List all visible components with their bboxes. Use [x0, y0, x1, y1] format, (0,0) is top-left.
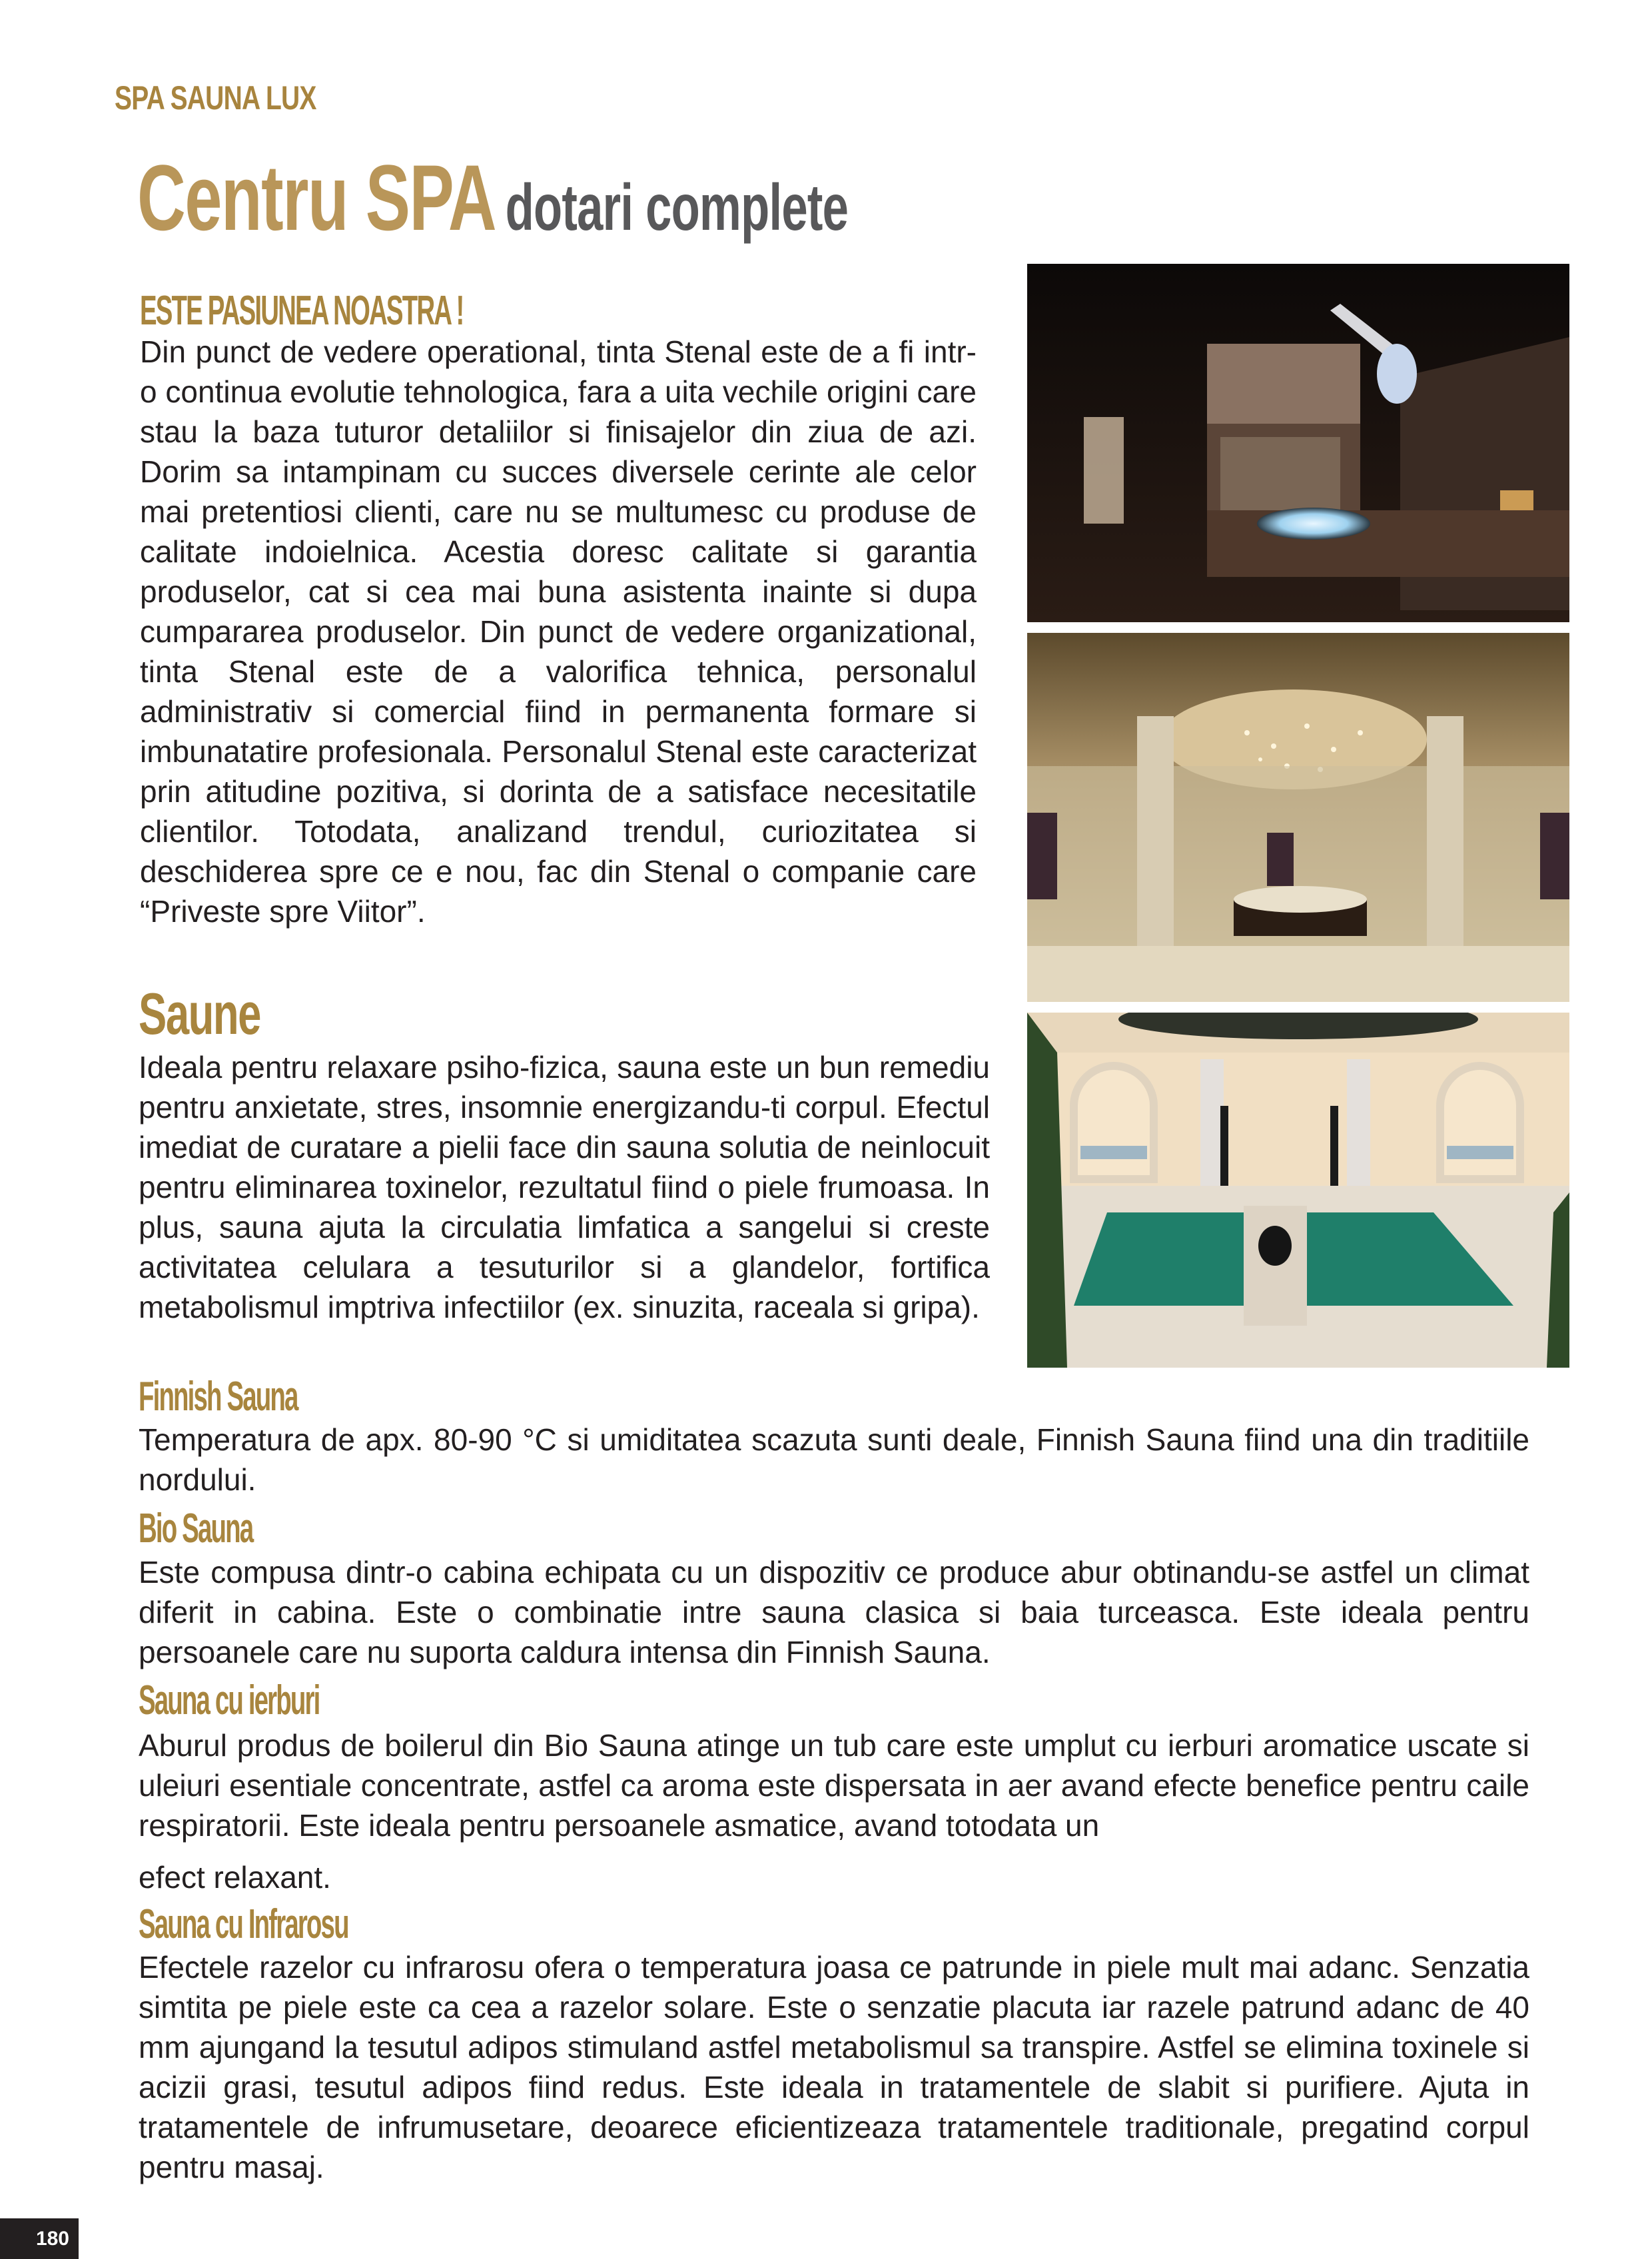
- infrared-sauna-paragraph: Efectele razelor cu infrarosu ofera o temperatura joasa ce patrunde in piele mult mai adanc. Senzatia simtita pe piele este ca cea a razelor solare. Este o senzatie placuta iar razele patrund adanc de 40 mm ajungand la tesutul adipos stimuland astfel metabolismul sa transpire. Astfel se elimina toxinele si acizii grasi, tesutul adipos fiind redus. Este ideala in tratamentele de slabit si purifiere. Ajuta in tratamentele de infrumusetare, deoarece eficientizeaza tratamentele traditionale, pregatind corpul pentru masaj.: [139, 1950, 1529, 2184]
- photo-hammam-hall: [1027, 633, 1569, 1002]
- herbal-sauna-paragraph-end: efect relaxant.: [139, 1860, 331, 1895]
- intro-heading: ESTE PASIUNEA NOASTRA !: [140, 288, 464, 334]
- finnish-sauna-paragraph: Temperatura de apx. 80-90 °C si umiditatea scazuta sunti deale, Finnish Sauna fiind una din traditiile nordului.: [139, 1422, 1529, 1497]
- saune-paragraph: Ideala pentru relaxare psiho-fizica, sauna este un bun remediu pentru anxietate, stres, insomnie energizandu-ti corpul. Efectul imediat de curatare a pielii face din sauna solutia de neinlocuit pentru eliminarea toxinelor, rezultatul fiind o piele frumoasa. In plus, sauna ajuta la circulatia limfatica a sangelui si creste activitatea celulara a tesuturilor si a glandelor, fortifica metabolismul imptriva infectiilor (ex. sinuzita, raceala si gripa).: [139, 1050, 990, 1324]
- page-title-main: Centru SPA: [137, 145, 496, 250]
- infrared-sauna-heading: Sauna cu Infrarosu: [139, 1901, 348, 1947]
- herbal-sauna-paragraph: Aburul produs de boilerul din Bio Sauna atinge un tub care este umplut cu ierburi aromatice uscate si uleiuri esentiale concentrate, astfel ca aroma este dispersata in aer avand efecte benefice pentru caile respiratorii. Este ideala pentru persoanele asmatice, avand totodata un: [139, 1728, 1529, 1843]
- hammam-hall-image: [1027, 633, 1569, 1002]
- finnish-sauna-heading: Finnish Sauna: [139, 1374, 298, 1420]
- photo-dark-spa-room: [1027, 264, 1569, 622]
- bio-sauna-paragraph: Este compusa dintr-o cabina echipata cu un dispozitiv ce produce abur obtinandu-se astfel un climat diferit in cabina. Este o combinatie intre sauna clasica si baia turceasca. Este ideala pentru persoanele care nu suporta caldura intensa din Finnish Sauna.: [139, 1555, 1529, 1669]
- saune-heading: Saune: [139, 981, 260, 1047]
- page-title: [137, 145, 849, 277]
- page-title-sub: dotari complete: [505, 171, 849, 244]
- bio-sauna-heading: Bio Sauna: [139, 1506, 253, 1552]
- dark-spa-room-image: [1027, 264, 1569, 622]
- indoor-pool-image: [1027, 1013, 1569, 1368]
- intro-paragraph: Din punct de vedere operational, tinta Stenal este de a fi intr-o continua evolutie tehnologica, fara a uita vechile origini care stau la baza tuturor detaliilor si finisajelor din ziua de azi. Dorim sa intampinam cu succes diversele cerinte ale celor mai pretentiosi clienti, care nu se multumesc cu produse de calitate indoielnica. Acestia doresc calitate si garantia produselor, cat si cea mai buna asistenta inainte si dupa cumpararea produselor. Din punct de vedere organizational, tinta Stenal este de a valorifica tehnica, personalul administrativ si comercial fiind in permanenta formare si imbunatatire profesionala. Personalul Stenal este caracterizat prin atitudine pozitiva, si dorinta de a satisface necesitatile clientilor. Totodata, analizand trendul, curiozitatea si deschiderea spre ce e nou, fac din Stenal o companie care “Priveste spre Viitor”.: [140, 334, 977, 929]
- photo-indoor-pool: [1027, 1013, 1569, 1368]
- running-head: SPA SAUNA LUX: [115, 79, 316, 117]
- herbal-sauna-heading: Sauna cu ierburi: [139, 1677, 320, 1723]
- page-number: 180: [0, 2218, 79, 2259]
